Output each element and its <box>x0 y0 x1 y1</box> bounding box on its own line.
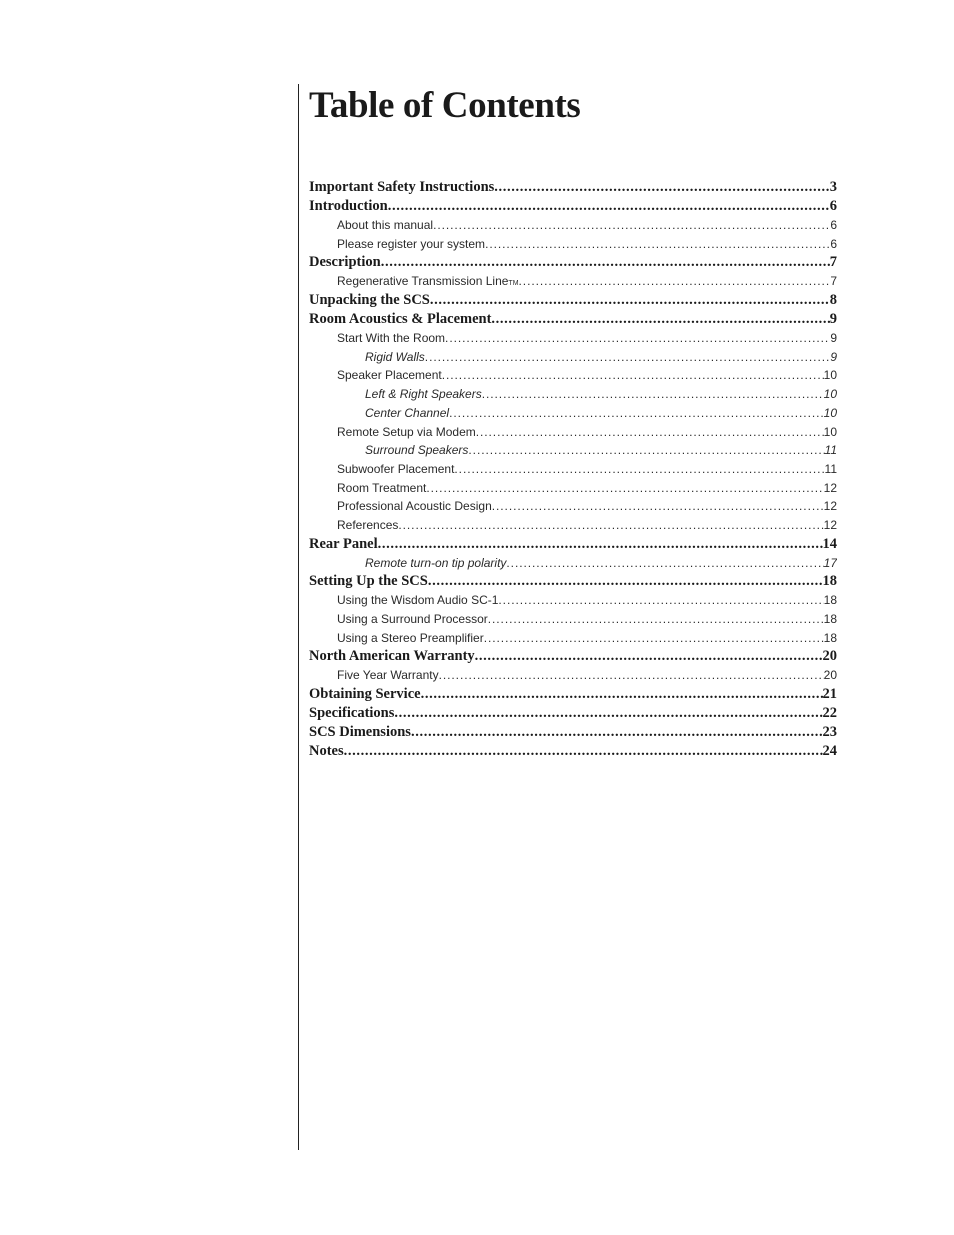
toc-entry-page-number: 23 <box>822 724 837 741</box>
toc-entry-page-number: 10 <box>824 404 837 423</box>
toc-entry-page-number: 20 <box>824 666 837 685</box>
dot-leader <box>381 253 830 272</box>
margin-rule <box>298 84 299 1150</box>
toc-entry-title: Professional Acoustic Design <box>337 497 492 516</box>
toc-entry-page-number: 18 <box>824 610 837 629</box>
dot-leader <box>426 479 823 498</box>
toc-entry-page-number: 6 <box>829 198 837 214</box>
dot-leader <box>488 610 824 629</box>
toc-entry-title: Using a Surround Processor <box>337 610 488 629</box>
toc-entry-title: References <box>337 516 398 535</box>
toc-entry-page-number: 12 <box>824 516 837 535</box>
toc-entry-page-number: 12 <box>824 479 837 498</box>
toc-entry <box>309 742 837 761</box>
dot-leader <box>398 516 823 535</box>
toc-entry <box>309 497 837 516</box>
toc-entry-title: Start With the Room <box>337 329 445 348</box>
toc-entry-title: Rear Panel <box>309 535 378 552</box>
toc-entry-page-number: 11 <box>825 460 837 479</box>
toc-entry-title: About this manual <box>337 216 433 235</box>
toc-entry-page-number: 12 <box>824 497 837 516</box>
dot-leader <box>454 460 824 479</box>
toc-entry-title: Speaker Placement <box>337 366 442 385</box>
toc-entry <box>309 535 837 554</box>
toc-entry <box>309 310 837 329</box>
toc-entry-page-number: 22 <box>822 705 837 722</box>
toc-entry <box>309 329 837 348</box>
toc-entry-page-number: 17 <box>824 554 837 573</box>
toc-entry-page-number: 10 <box>824 366 837 385</box>
dot-leader <box>475 647 823 666</box>
toc-entry: Regenerative Transmission Line TM . . . 7 <box>309 272 837 291</box>
toc-entry-title: Remote Setup via Modem <box>337 423 476 442</box>
toc-entry-page-number: 11 <box>825 441 837 460</box>
toc-entry <box>309 178 837 197</box>
toc-entry-page-number: 3 <box>829 179 837 195</box>
toc-entry-title: Room Acoustics & Placement <box>309 311 492 328</box>
toc-entry-page-number: 18 <box>824 591 837 610</box>
toc-entry <box>309 554 837 573</box>
toc-entry-page-number: 24 <box>822 743 837 760</box>
toc-entry-title: Obtaining Service <box>309 686 421 703</box>
toc-entry <box>309 385 837 404</box>
dot-leader <box>425 348 831 367</box>
dot-leader <box>468 441 824 460</box>
toc-entry <box>309 366 837 385</box>
toc-entry-title: Notes <box>309 743 344 760</box>
toc-entry-page-number: 10 <box>824 385 837 404</box>
toc-entry-page-number: 8 <box>829 292 837 309</box>
dot-leader <box>506 554 823 573</box>
toc-entry <box>309 460 837 479</box>
toc-entry <box>309 291 837 310</box>
toc-entry <box>309 647 837 666</box>
toc-entry <box>309 666 837 685</box>
dot-leader <box>484 629 824 648</box>
toc-entry-title: Introduction <box>309 198 388 214</box>
toc-entry-title: Five Year Warranty <box>337 666 439 685</box>
toc-entry-page-number: 20 <box>822 648 837 665</box>
toc-entry-page-number: 6 <box>830 235 837 254</box>
toc-entry-page-number: 18 <box>824 629 837 648</box>
toc-entry <box>309 404 837 423</box>
toc-entry <box>309 197 837 216</box>
toc-entry-title: North American Warranty <box>309 648 475 665</box>
dot-leader <box>482 385 824 404</box>
toc-entry <box>309 423 837 442</box>
dot-leader <box>378 535 823 554</box>
toc-entry <box>309 479 837 498</box>
dot-leader <box>492 497 824 516</box>
dot-leader <box>449 404 824 423</box>
dot-leader <box>442 366 824 385</box>
dot-leader <box>394 704 822 723</box>
dot-leader <box>344 742 823 761</box>
toc-entry-title: Room Treatment <box>337 479 426 498</box>
toc-entry-title: Using the Wisdom Audio SC-1 <box>337 591 498 610</box>
toc-entry-page-number: 10 <box>824 423 837 442</box>
toc-entry-title: Using a Stereo Preamplifier <box>337 629 484 648</box>
toc-entry <box>309 704 837 723</box>
toc-entry <box>309 441 837 460</box>
dot-leader <box>411 723 823 742</box>
dot-leader <box>388 197 830 216</box>
toc-entry-title: Regenerative Transmission Line <box>337 272 508 291</box>
dot-leader <box>491 310 829 329</box>
dot-leader <box>428 572 823 591</box>
toc-entry-title: Subwoofer Placement <box>337 460 454 479</box>
dot-leader <box>439 666 824 685</box>
toc-entry-title: Surround Speakers <box>365 441 468 460</box>
toc-entry <box>309 685 837 704</box>
toc-entry-title: Description <box>309 254 381 271</box>
toc-entry-title: Setting Up the SCS <box>309 573 428 590</box>
dot-leader <box>498 591 823 610</box>
toc-entry-page-number: 18 <box>822 573 837 590</box>
dot-leader <box>445 329 830 348</box>
toc-entry <box>309 348 837 367</box>
table-of-contents <box>309 178 837 761</box>
toc-entry-title: Important Safety Instructions <box>309 179 495 195</box>
toc-entry <box>309 591 837 610</box>
toc-entry-title: Remote turn-on tip polarity <box>365 554 506 573</box>
toc-entry <box>309 610 837 629</box>
toc-entry-title: Unpacking the SCS <box>309 292 430 309</box>
toc-entry-page-number: 14 <box>822 535 837 552</box>
toc-entry-page-number: 9 <box>830 329 837 348</box>
dot-leader <box>433 216 830 235</box>
dot-leader <box>421 685 823 704</box>
toc-entry <box>309 572 837 591</box>
toc-entry-title: Please register your system <box>337 235 485 254</box>
toc-entry-title: SCS Dimensions <box>309 724 411 741</box>
dot-leader <box>485 235 830 254</box>
toc-entry <box>309 629 837 648</box>
toc-entry-title: Specifications <box>309 705 395 722</box>
toc-entry-page-number: 7 <box>830 272 837 291</box>
toc-entry <box>309 216 837 235</box>
toc-entry-page-number: 9 <box>830 348 837 367</box>
toc-entry <box>309 723 837 742</box>
toc-entry-page-number: 7 <box>829 254 837 271</box>
dot-leader <box>430 291 830 310</box>
toc-entry-title: Center Channel <box>365 404 449 423</box>
toc-entry <box>309 235 837 254</box>
toc-entry <box>309 253 837 272</box>
page-title: Table of Contents <box>309 85 581 126</box>
dot-leader <box>494 178 829 197</box>
dot-leader <box>476 423 824 442</box>
toc-entry-title: Rigid Walls <box>365 348 425 367</box>
toc-entry-page-number: 6 <box>830 216 837 235</box>
toc-entry-page-number: 21 <box>822 686 837 703</box>
dot-leader <box>519 272 831 291</box>
toc-entry-page-number: 9 <box>829 311 837 328</box>
toc-entry <box>309 516 837 535</box>
toc-entry-title: Left & Right Speakers <box>365 385 482 404</box>
